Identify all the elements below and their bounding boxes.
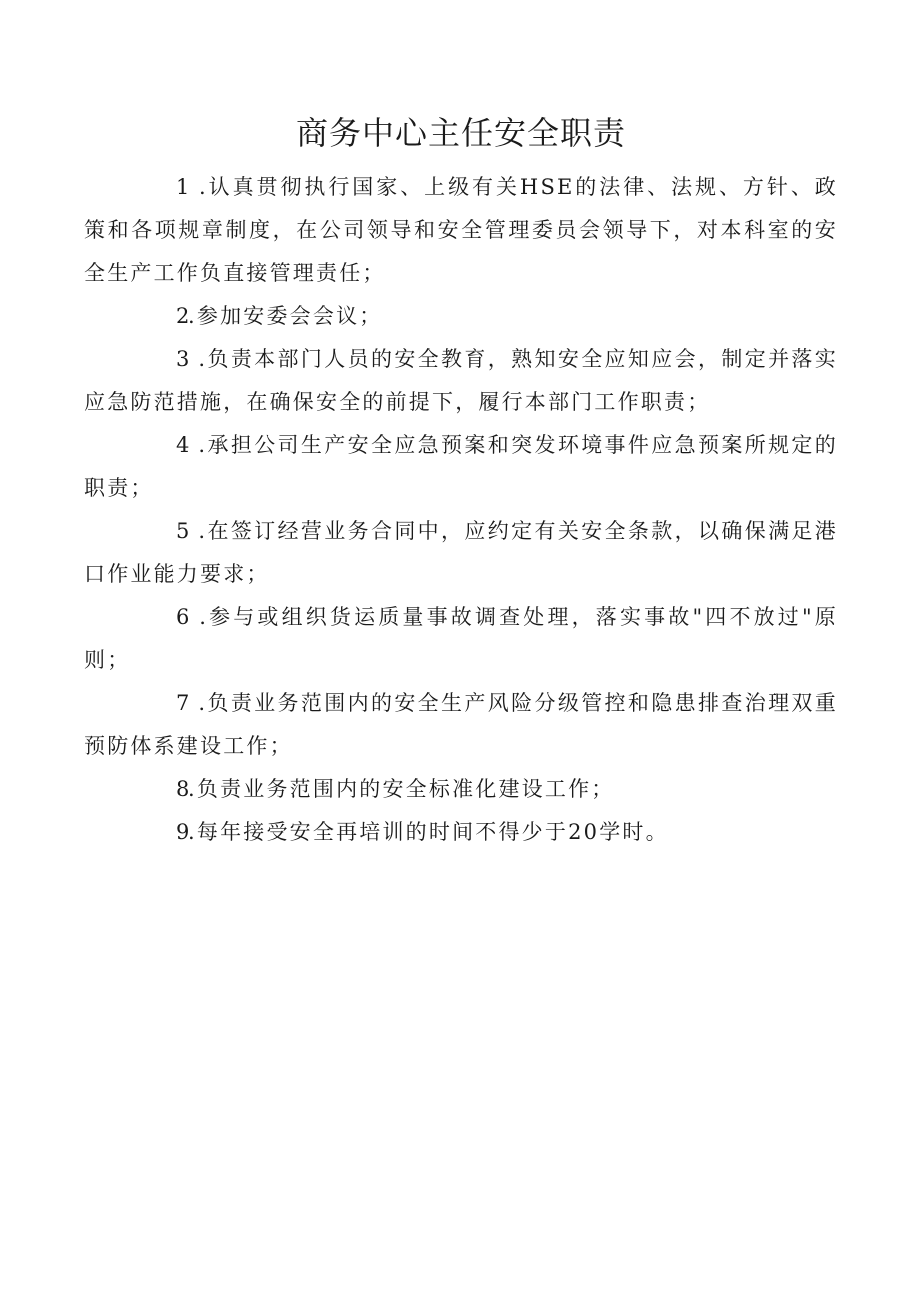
duty-item-text: .参与或组织货运质量事故调查处理，落实事故"四不放过"原则； [84, 605, 838, 672]
duty-item-number: 8 [176, 777, 190, 801]
duty-item-number: 6 [176, 605, 190, 629]
duty-item-number: 1 [176, 175, 190, 199]
duty-item-1 [84, 166, 838, 295]
duty-item-7 [84, 682, 838, 768]
duty-item-2 [84, 295, 838, 338]
duty-item-number: 7 [176, 691, 190, 715]
duty-item-number: 9 [176, 820, 190, 844]
duty-item-text: .在签订经营业务合同中，应约定有关安全条款，以确保满足港口作业能力要求； [84, 519, 838, 586]
duty-item-text: .负责业务范围内的安全生产风险分级管控和隐患排查治理双重预防体系建设工作； [84, 691, 838, 758]
document-title: 商务中心主任安全职责 [295, 114, 626, 152]
duty-item-text: .每年接受安全再培训的时间不得少于20学时。 [188, 820, 669, 844]
duty-item-3 [84, 338, 838, 424]
duty-item-number: 2 [176, 304, 190, 328]
duty-item-8 [84, 768, 838, 811]
duty-item-4 [84, 424, 838, 510]
duty-item-number: 3 [176, 347, 190, 371]
duty-item-text: .负责业务范围内的安全标准化建设工作； [188, 777, 615, 801]
duty-item-5 [84, 510, 838, 596]
duty-item-9 [84, 811, 838, 854]
duty-item-number: 5 [176, 519, 190, 543]
duty-item-text: .承担公司生产安全应急预案和突发环境事件应急预案所规定的职责； [84, 433, 838, 500]
duty-item-text: .负责本部门人员的安全教育，熟知安全应知应会，制定并落实应急防范措施，在确保安全的前提下，履行本部门工作职责； [84, 347, 838, 414]
duty-item-number: 4 [176, 433, 190, 457]
duty-item-text: .参加安委会会议； [188, 304, 383, 328]
duty-item-6 [84, 596, 838, 682]
duty-item-text: .认真贯彻执行国家、上级有关HSE的法律、法规、方针、政策和各项规章制度，在公司领导和安全管理委员会领导下，对本科室的安全生产工作负直接管理责任； [84, 175, 838, 285]
